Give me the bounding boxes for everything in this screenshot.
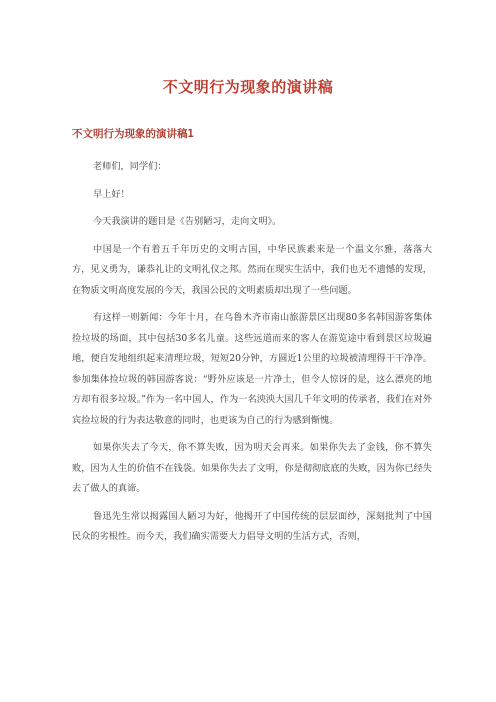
document-title: 不文明行为现象的演讲稿 <box>162 78 334 96</box>
paragraph-greeting: 老师们，同学们： <box>93 161 167 172</box>
paragraph-topic: 今天我演讲的题目是《告别陋习，走向文明》。 <box>93 216 282 227</box>
section-heading: 不文明行为现象的演讲稿1 <box>72 128 194 140</box>
paragraph-luxun: 鲁迅先生常以揭露国人陋习为好，他揭开了中国传统的层层面纱，深刻批判了中国民众的劣根性。而今天，我们确实需要大力倡导文明的生活方式，否则， <box>72 510 432 542</box>
paragraph-news: 有这样一则新闻：今年十月，在乌鲁木齐市南山旅游景区出现80多名韩国游客集体捡垃圾的场面，其中包括30多名儿童。这些远道而来的客人在游览途中看到景区垃圾遍地，便自发地组织起来清理垃圾，短短20分钟，方圆近1公里的垃圾被清理得干干净净。参加集体捡垃圾的韩国游客说：“野外应该是一片净土，但令人惊讶的是，这么漂亮的地方却有很多垃圾。”作为一名中国人，作为一名泱泱大国几千年文明的传承者，我们在对外宾捡垃圾的行为表达敬意的同时，也更该为自己的行为感到惭愧。 <box>72 312 432 426</box>
paragraph-civilization: 中国是一个有着五千年历史的文明古国，中华民族素来是一个温文尔雅，落落大方，见义勇为，谦恭礼让的文明礼仪之邦。然而在现实生活中，我们也无不遗憾的发现，在物质文明高度发展的今天，我国公民的文明素质却出现了一些问题。 <box>72 243 432 296</box>
document-body <box>72 157 432 555</box>
paragraph-failure: 如果你失去了今天，你不算失败，因为明天会再来。如果你失去了金钱，你不算失败，因为人生的价值不在钱袋。如果你失去了文明，你是彻彻底底的失败，因为你已经失去了做人的真谛。 <box>72 442 432 494</box>
paragraph-good-morning: 早上好！ <box>93 188 130 200</box>
